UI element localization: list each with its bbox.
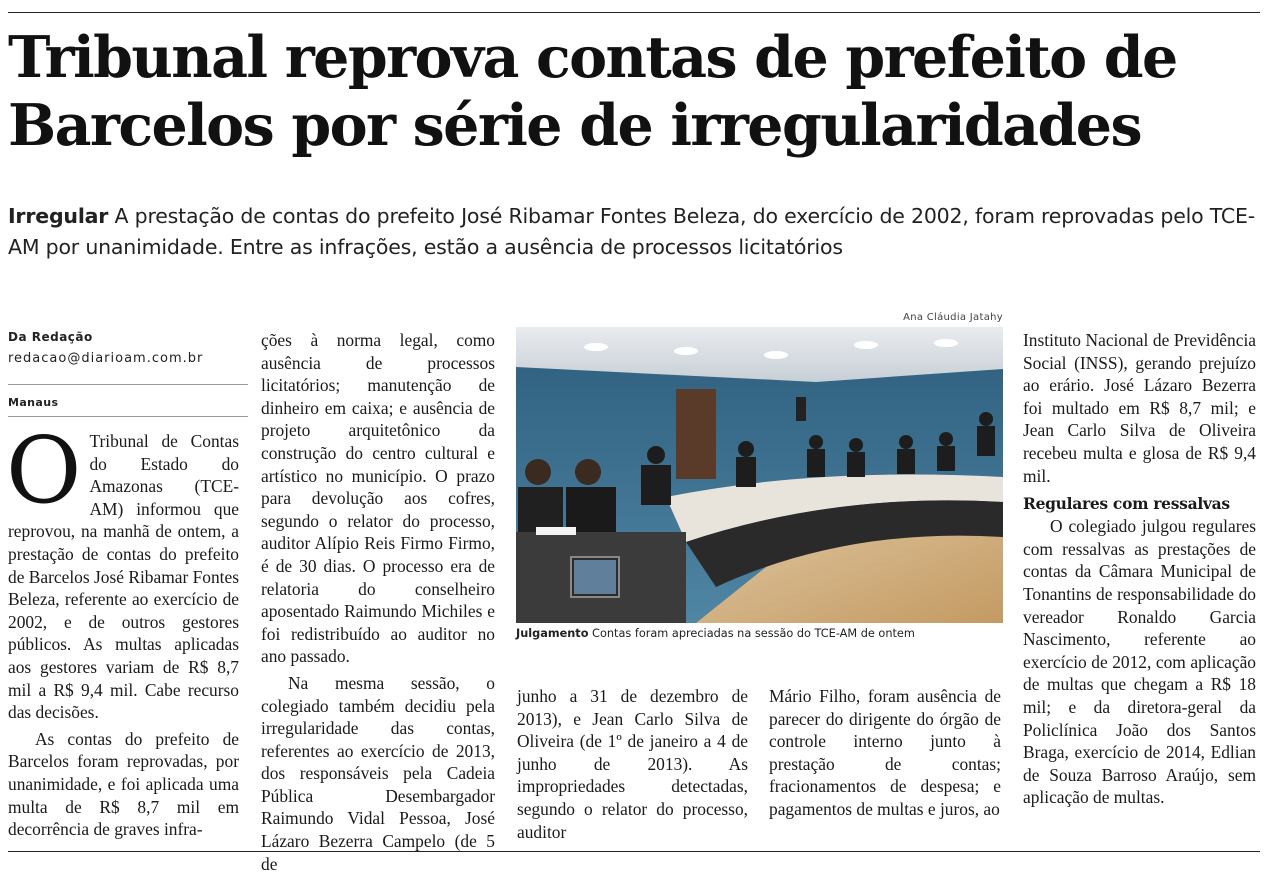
column-5 bbox=[1023, 329, 1256, 809]
headline: Tribunal reprova contas de prefeito de Barcelos por série de irregularidades bbox=[8, 24, 1177, 159]
paragraph: As contas do prefeito de Barcelos foram reprovadas, por unanimidade, e foi aplicada uma multa de R$ 8,7 mil em decorrência de graves infra- bbox=[8, 728, 239, 840]
top-rule bbox=[8, 12, 1260, 13]
column-1 bbox=[6, 417, 239, 841]
photo-courtroom-session bbox=[516, 327, 1003, 623]
deck-kicker: Irregular bbox=[8, 204, 109, 228]
photo-image bbox=[516, 327, 1003, 623]
deck bbox=[8, 201, 1260, 263]
byline-city: Manaus bbox=[8, 396, 59, 409]
byline-email: redacao@diarioam.com.br bbox=[8, 351, 204, 366]
caption-label: Julgamento bbox=[516, 627, 589, 640]
byline-author: Da Redação bbox=[8, 330, 93, 344]
paragraph bbox=[6, 417, 239, 724]
photo-caption bbox=[516, 627, 1006, 640]
paragraph: Na mesma sessão, o colegiado também decidiu pela irregularidade das contas, referentes ao exercício de 2013, dos responsáveis pela Cadeia Pública Desembargador Raimundo Vidal Pessoa, José Lázaro Bezerra Campelo (de 5 de bbox=[261, 672, 495, 874]
drop-cap: O bbox=[6, 417, 82, 524]
column-3 bbox=[517, 685, 748, 843]
column-2 bbox=[261, 329, 495, 875]
subheading: Regulares com ressalvas bbox=[1023, 494, 1230, 514]
deck-text: A prestação de contas do prefeito José Ribamar Fontes Beleza, do exercício de 2002, foram reprovadas pelo TCE-AM por unanimidade. Entre as infrações, estão a ausência de processos licitatórios bbox=[8, 204, 1255, 259]
bottom-rule bbox=[8, 851, 1260, 852]
byline-divider bbox=[8, 384, 248, 385]
photo-credit: Ana Cláudia Jatahy bbox=[903, 312, 1003, 323]
caption-text: Contas foram apreciadas na sessão do TCE-AM de ontem bbox=[588, 627, 915, 640]
column-4 bbox=[769, 685, 1001, 821]
paragraph: ções à norma legal, como ausência de processos licitatórios; manutenção de dinheiro em caixa; e ausência de projeto arquitetônico da construção do centro cultural e artístico no município. O prazo para devolução aos cofres, segundo o relator do processo, auditor Alípio Reis Firmo Firmo, é de 30 dias. O processo era de relatoria do conselheiro aposentado Raimundo Michiles e foi redistribuído ao auditor no ano passado. bbox=[261, 330, 495, 667]
paragraph: Instituto Nacional de Previdência Social (INSS), gerando prejuízo ao erário. José Lázaro Bezerra foi multado em R$ 8,7 mil; e Jean Carlo Silva de Oliveira recebeu multa e glosa de R$ 9,4 mil. bbox=[1023, 330, 1256, 486]
paragraph: Mário Filho, foram ausência de parecer do dirigente do órgão de controle interno junto à prestação de contas; fracionamentos de despesa; e pagamentos de multas e juros, ao bbox=[769, 686, 1001, 819]
paragraph: junho a 31 de dezembro de 2013), e Jean Carlo Silva de Oliveira (de 1º de janeiro a 4 de junho de 2013). As impropriedades detectadas, segundo o relator do processo, auditor bbox=[517, 686, 748, 842]
paragraph-text: Tribunal de Contas do Estado do Amazonas (TCE-AM) informou que reprovou, na manhã de ontem, a prestação de contas do prefeito de Barcelos José Ribamar Fontes Beleza, referente ao exercício de 2002, e de outros gestores públicos. As multas aplicadas aos gestores variam de R$ 8,7 mil a R$ 9,4 mil. Cabe recurso das decisões. bbox=[8, 431, 239, 723]
paragraph: O colegiado julgou regulares com ressalvas as prestações de contas da Câmara Municipal de Tonantins de responsabilidade do vereador Ronaldo Garcia Nascimento, referente ao exercício de 2012, com aplicação de multas que chegam a R$ 18 mil; e da diretora-geral da Policlínica João dos Santos Braga, exercício de 2014, Edlian de Souza Barroso Araújo, sem aplicação de multas. bbox=[1023, 516, 1256, 808]
